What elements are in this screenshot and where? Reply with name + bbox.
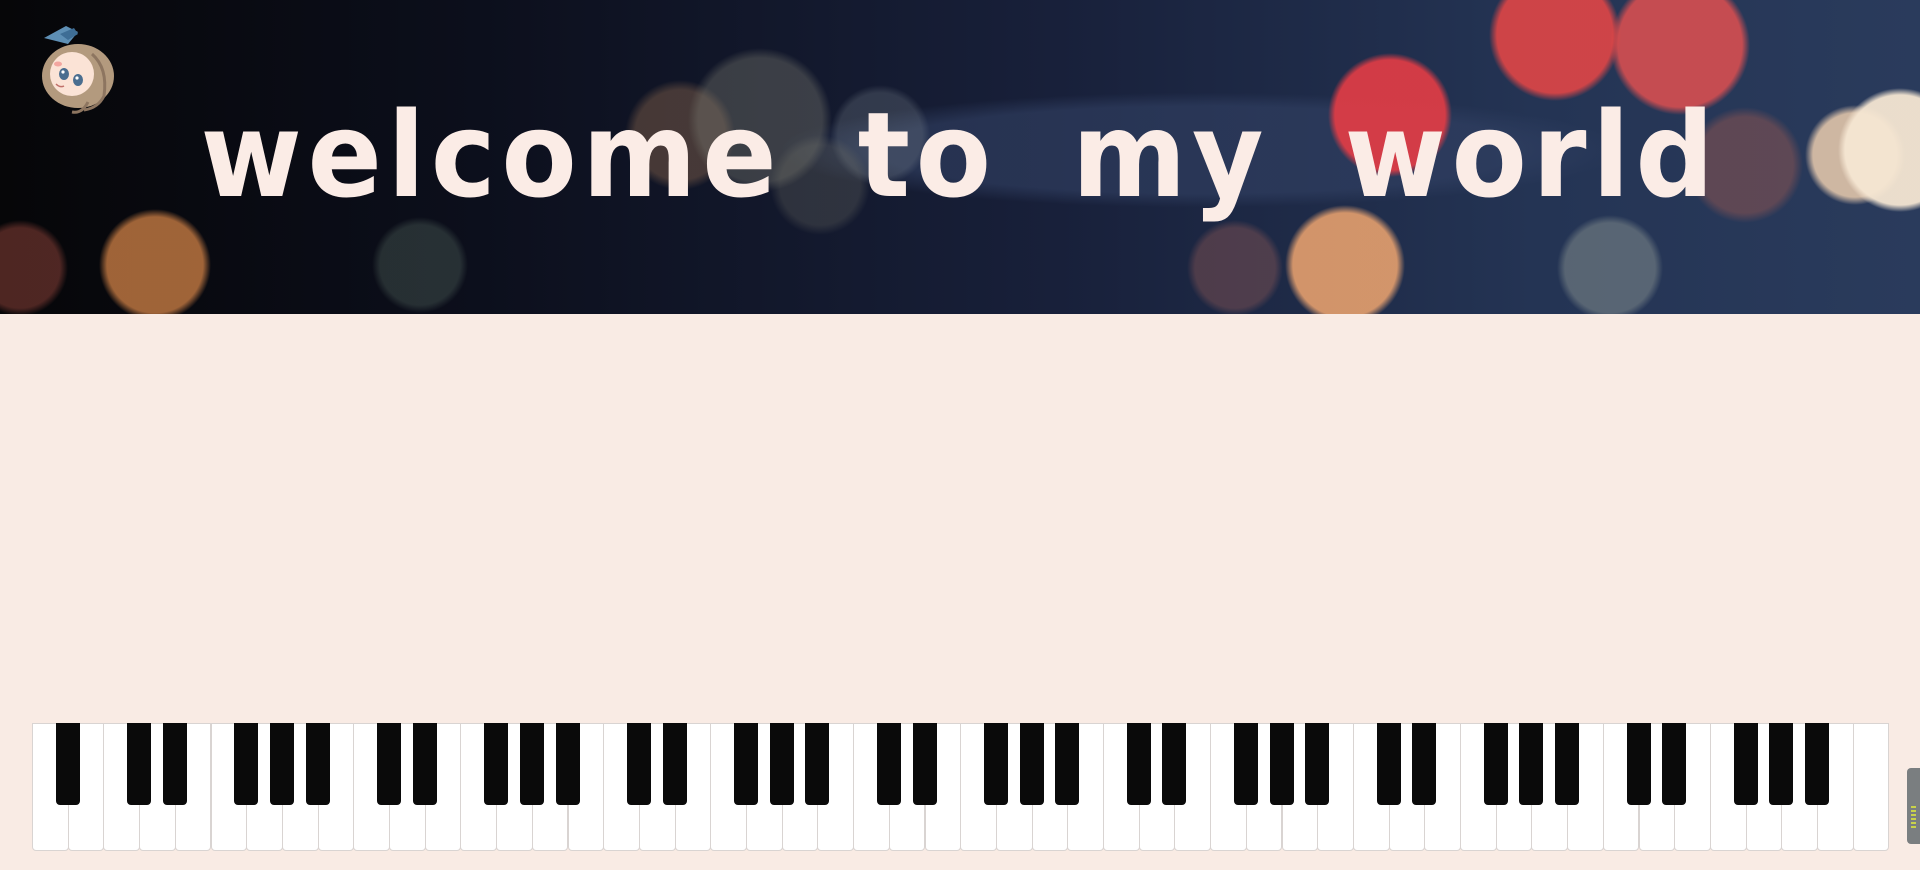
piano-black-key[interactable] bbox=[770, 723, 794, 805]
piano-black-key[interactable] bbox=[1162, 723, 1186, 805]
scroll-handle-icon[interactable] bbox=[1907, 768, 1920, 844]
piano-black-key[interactable] bbox=[1020, 723, 1044, 805]
piano-black-key[interactable] bbox=[984, 723, 1008, 805]
piano-black-key[interactable] bbox=[1484, 723, 1508, 805]
piano-black-key[interactable] bbox=[163, 723, 187, 805]
piano-black-key[interactable] bbox=[1519, 723, 1543, 805]
piano-black-key[interactable] bbox=[1555, 723, 1579, 805]
piano-black-key[interactable] bbox=[1127, 723, 1151, 805]
piano-keyboard bbox=[32, 723, 1889, 853]
piano-black-key[interactable] bbox=[1662, 723, 1686, 805]
piano-black-key[interactable] bbox=[663, 723, 687, 805]
piano-black-key[interactable] bbox=[1734, 723, 1758, 805]
grip-lines-icon bbox=[1911, 806, 1916, 828]
header-banner bbox=[0, 0, 1920, 314]
piano-black-key[interactable] bbox=[913, 723, 937, 805]
piano-black-key[interactable] bbox=[56, 723, 80, 805]
piano-black-key[interactable] bbox=[1234, 723, 1258, 805]
piano-black-key[interactable] bbox=[627, 723, 651, 805]
piano-black-key[interactable] bbox=[1377, 723, 1401, 805]
piano-black-key[interactable] bbox=[1805, 723, 1829, 805]
piano-black-key[interactable] bbox=[234, 723, 258, 805]
piano-black-key[interactable] bbox=[484, 723, 508, 805]
piano-black-key[interactable] bbox=[1627, 723, 1651, 805]
piano-black-key[interactable] bbox=[734, 723, 758, 805]
piano-black-key[interactable] bbox=[805, 723, 829, 805]
piano-black-key[interactable] bbox=[1769, 723, 1793, 805]
piano-black-key[interactable] bbox=[270, 723, 294, 805]
piano-black-key[interactable] bbox=[556, 723, 580, 805]
piano-black-key[interactable] bbox=[1412, 723, 1436, 805]
piano-black-key[interactable] bbox=[127, 723, 151, 805]
piano-black-key[interactable] bbox=[1305, 723, 1329, 805]
piano-black-key[interactable] bbox=[520, 723, 544, 805]
piano-black-key[interactable] bbox=[377, 723, 401, 805]
piano-black-key[interactable] bbox=[1055, 723, 1079, 805]
piano-black-key[interactable] bbox=[877, 723, 901, 805]
piano-black-key[interactable] bbox=[413, 723, 437, 805]
piano-black-key[interactable] bbox=[1270, 723, 1294, 805]
piano-white-key[interactable] bbox=[1853, 723, 1890, 851]
piano-black-key[interactable] bbox=[306, 723, 330, 805]
welcome-title: welcome to my world bbox=[200, 86, 1720, 224]
